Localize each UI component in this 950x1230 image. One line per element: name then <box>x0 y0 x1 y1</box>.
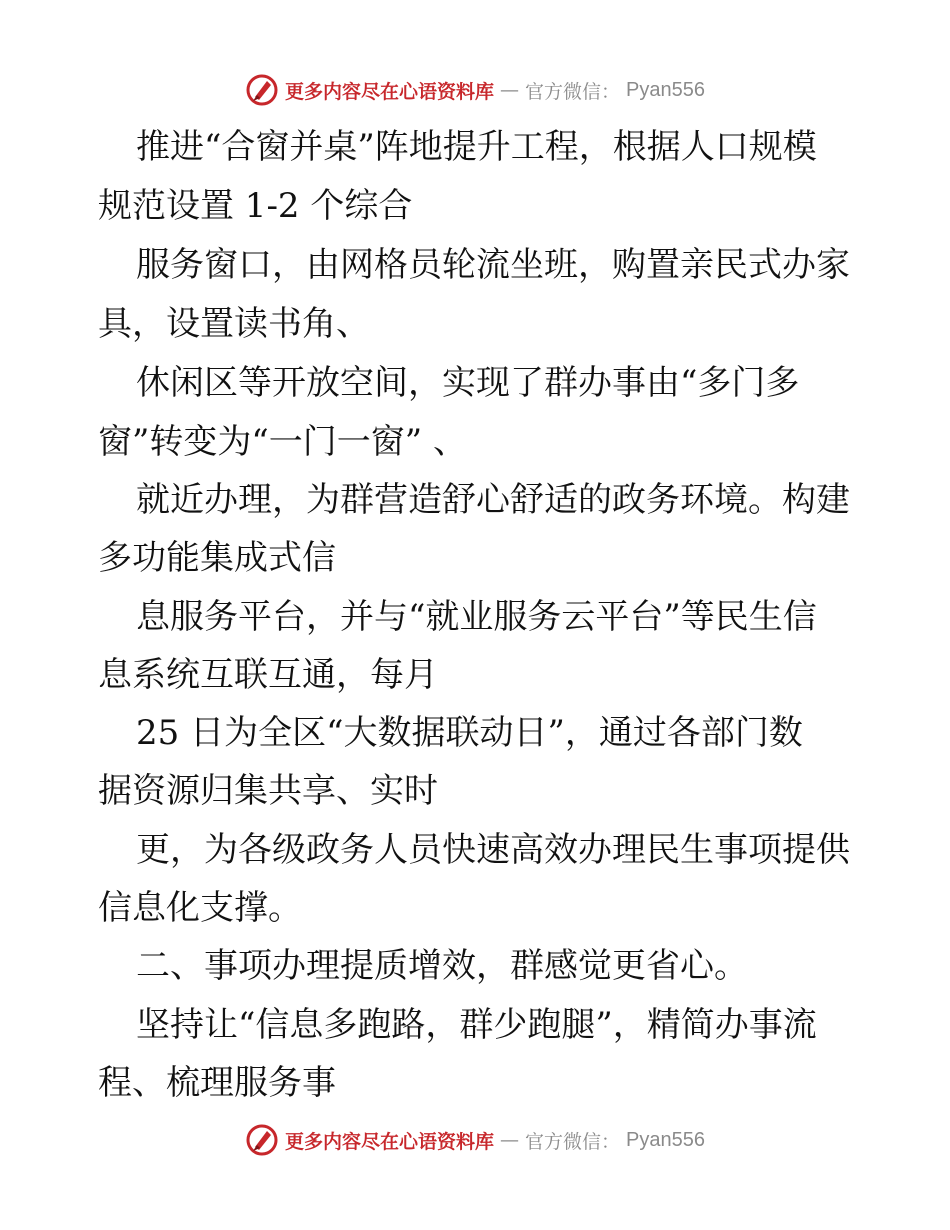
text-line: 25 日为全区“大数据联动日”，通过各部门数 <box>136 713 803 753</box>
watermark-separator: — <box>500 79 520 101</box>
watermark-text: 更多内容尽在心语资料库 <box>285 80 495 103</box>
text-line: 服务窗口，由网格员轮流坐班，购置亲民式办家 <box>136 245 850 285</box>
text-line: 据资源归集共享、实时 <box>98 771 438 811</box>
text-line: 息服务平台，并与“就业服务云平台”等民生信 <box>136 597 817 637</box>
watermark-id: Pyan556 <box>626 1128 705 1151</box>
logo-icon <box>245 73 279 107</box>
section-heading: 二、事项办理提质增效，群感觉更省心。 <box>136 946 748 986</box>
header-watermark <box>0 70 950 110</box>
watermark-id: Pyan556 <box>626 78 705 101</box>
text-line: 程、梳理服务事 <box>98 1063 336 1103</box>
text-line: 窗”转变为“一门一窗” 、 <box>98 422 467 462</box>
text-line: 信息化支撑。 <box>98 888 302 928</box>
text-line: 推进“合窗并桌”阵地提升工程，根据人口规模 <box>136 127 817 167</box>
watermark-label: 官方微信： <box>525 1130 621 1153</box>
watermark-text: 更多内容尽在心语资料库 <box>285 1130 495 1153</box>
text-line: 就近办理，为群营造舒心舒适的政务环境。构建 <box>136 480 850 520</box>
text-line: 休闲区等开放空间，实现了群办事由“多门多 <box>136 363 800 403</box>
text-line: 多功能集成式信 <box>98 538 336 578</box>
text-line: 息系统互联互通，每月 <box>98 655 438 695</box>
watermark-separator: — <box>500 1129 520 1151</box>
text-line: 更，为各级政务人员快速高效办理民生事项提供 <box>136 830 850 870</box>
text-line: 具，设置读书角、 <box>98 304 370 344</box>
text-line: 规范设置 1-2 个综合 <box>98 186 413 226</box>
text-line: 坚持让“信息多跑路，群少跑腿”，精简办事流 <box>136 1005 817 1045</box>
logo-icon <box>245 1123 279 1157</box>
watermark-label: 官方微信： <box>525 80 621 103</box>
footer-watermark <box>0 1120 950 1160</box>
